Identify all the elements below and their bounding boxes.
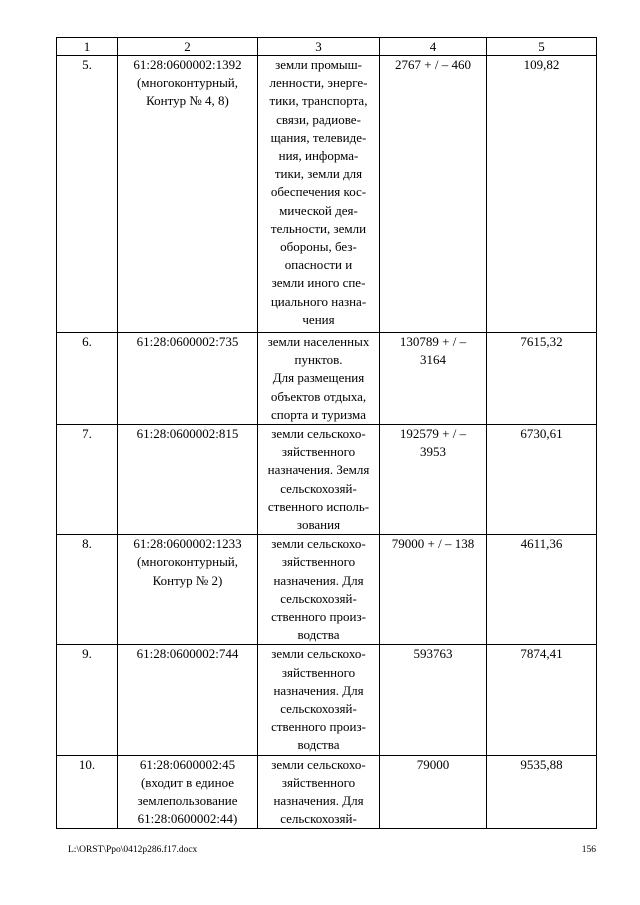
value-cell: 7615,32 [487,333,597,425]
table-row [57,755,597,829]
cell-line: обороны, без- [280,239,357,255]
cell-line: зяйственного [281,774,356,790]
cell-line: связи, радиове- [276,111,361,127]
cell-line: 192579 + / – [399,426,467,442]
cadastral-number-cell [118,755,258,829]
cell-line: зяйственного [281,664,356,680]
value-cell: 4611,36 [487,535,597,645]
cell-line: тики, земли для [274,166,363,182]
cell-line: опасности и [284,257,353,273]
cell-line: 61:28:0600002:1392 [133,57,242,72]
land-category-cell [258,535,380,645]
cell-line: (многоконтурный, [136,554,239,570]
cell-line: обеспечения кос- [270,184,367,200]
cell-line: (входит в единое [140,774,235,790]
cadastral-number-cell [118,56,258,333]
cell-line: зяйственного [281,444,356,460]
cell-line: земли населенных [267,334,370,349]
value-cell: 9535,88 [487,755,597,829]
land-category-cell [258,56,380,333]
cadastral-number-cell [118,645,258,755]
cell-line: зования [296,517,341,533]
cell-line: чения [302,311,335,327]
cell-line: назначения. Земля [267,462,370,478]
land-plots-table [56,37,597,829]
cell-line: сельскохозяй- [280,590,357,606]
cell-line: пунктов. [294,352,343,368]
cell-line: земли сельскохо- [271,756,366,772]
cadastral-number-cell [118,425,258,535]
cell-line: водства [297,737,340,753]
cadastral-number-cell [118,333,258,425]
cell-line: земли сельскохо- [271,426,366,442]
cell-line: земли сельскохо- [271,536,366,552]
page-number: 156 [581,845,596,855]
table-row [57,425,597,535]
cell-line: циального назна- [270,293,367,309]
cell-line: 61:28:0600002:44) [137,811,238,827]
table-row [57,535,597,645]
cell-line: земли иного спе- [271,275,366,291]
cell-line: сельскохозяй- [280,811,357,827]
cell-line: тики, транспорта, [269,93,368,109]
cell-line: 61:28:0600002:45 [139,756,236,772]
cell-line: (многоконтурный, [136,75,239,91]
cell-line: 61:28:0600002:815 [136,426,239,442]
cell-line: назначения. Для [273,682,364,698]
cell-line: Для размещения [272,370,365,386]
column-number-row [57,38,597,56]
table-row [57,645,597,755]
cell-line: спорта и туризма [271,406,366,422]
row-number-cell: 8. [57,535,118,645]
value-cell: 109,82 [487,56,597,333]
cell-line: мической дея- [279,202,358,218]
cell-line: щания, телевиде- [270,129,367,145]
cell-line: земли сельскохо- [271,646,366,662]
cell-line: Контур № 2) [152,572,223,588]
cell-line: сельскохозяй- [280,701,357,717]
cell-line: назначения. Для [273,793,364,809]
cell-line: зяйственного [281,554,356,570]
cell-line: ния, информа- [278,148,359,164]
value-cell: 6730,61 [487,425,597,535]
cell-line: 61:28:0600002:735 [136,334,239,349]
cell-line: ственного произ- [271,719,366,735]
row-number-cell: 6. [57,333,118,425]
cell-line: Контур № 4, 8) [146,93,229,109]
cell-line: 2767 + / – 460 [395,57,471,72]
row-number-cell: 10. [57,755,118,829]
area-cell [380,425,487,535]
cell-line: назначения. Для [273,572,364,588]
row-number-cell: 7. [57,425,118,535]
area-cell [380,56,487,333]
cadastral-number-cell [118,535,258,645]
cell-line: землепользование [137,793,238,809]
table-body [57,56,597,829]
column-number-2: 2 [118,38,258,56]
land-category-cell [258,425,380,535]
row-number-cell: 5. [57,56,118,333]
area-cell [380,755,487,829]
cell-line: водства [297,627,340,643]
cell-line: ственного произ- [271,609,366,625]
area-cell [380,333,487,425]
column-number-5: 5 [487,38,597,56]
land-category-cell [258,755,380,829]
table-row [57,56,597,333]
column-number-1: 1 [57,38,118,56]
cell-line: ленности, энерге- [269,75,368,91]
cell-line: объектов отдыха, [270,388,367,404]
cell-line: 3164 [420,352,446,368]
cell-line: 3953 [420,444,446,460]
area-cell [380,645,487,755]
area-cell [380,535,487,645]
cell-line: 130789 + / – [399,334,467,349]
value-cell: 7874,41 [487,645,597,755]
cell-line: 61:28:0600002:1233 [133,536,242,552]
land-category-cell [258,645,380,755]
column-number-3: 3 [258,38,380,56]
cell-line: тельности, земли [270,220,367,236]
cell-line: ственного исполь- [267,498,370,514]
table-row [57,333,597,425]
land-category-cell [258,333,380,425]
cell-line: 79000 [416,756,450,772]
cell-line: сельскохозяй- [280,480,357,496]
cell-line: 79000 + / – 138 [391,536,475,552]
cell-line: 61:28:0600002:744 [136,646,239,662]
column-number-4: 4 [380,38,487,56]
file-path: L:\ORST\Ppo\0412p286.f17.docx [68,845,198,855]
cell-line: земли промыш- [275,57,362,72]
row-number-cell: 9. [57,645,118,755]
cell-line: 593763 [413,646,453,662]
